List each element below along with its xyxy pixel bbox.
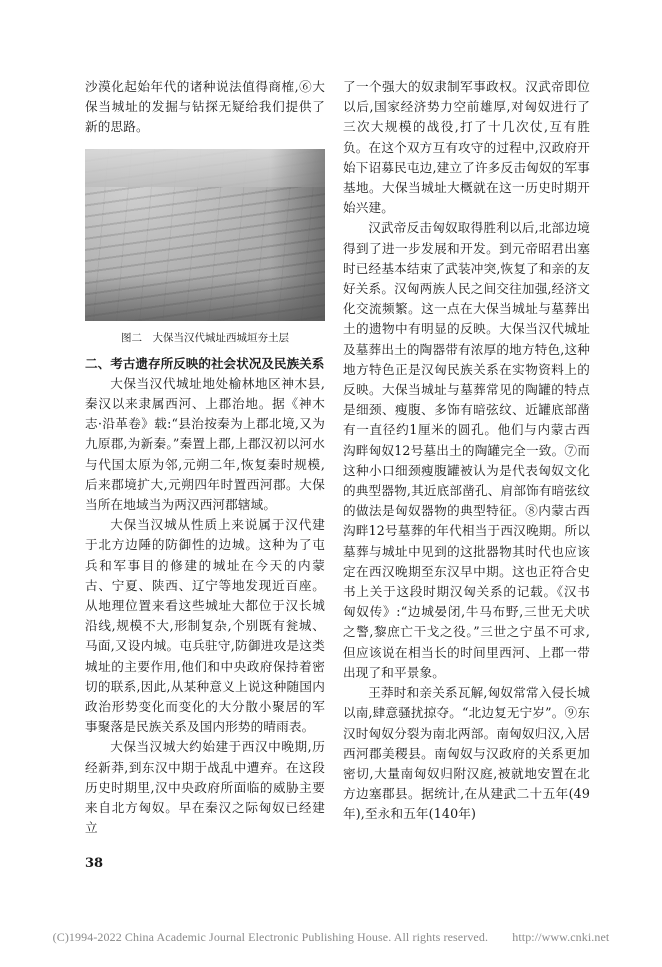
figure-caption: 图二 大保当汉代城址西城垣夯土层 <box>121 331 289 344</box>
paragraph-nature: 大保当汉城从性质上来说属于汉代建于北方边陲的防御性的边城。这种为了屯兵和军事目的修建的城址在今天的内蒙古、宁夏、陕西、辽宁等地发现近百座。从地理位置来看这些城址大都位于汉长城沿线,规模不大,形制复杂,个别既有瓮城、马面,又设内城。屯兵驻守,防御进攻是这类城址的主要作用,他们和中央政府保持着密切的联系,因此,从某种意义上说这种随国内政治形势变化而变化的大分散小聚居的军事聚落是民族关系及国内形势的晴雨表。 <box>85 517 325 735</box>
paragraph-wang-mang: 王莽时和亲关系瓦解,匈奴常常入侵长城以南,肆意骚扰掠夺。“北边复无宁岁”。⑨东汉时匈奴分裂为南北两部。南匈奴归汉,入居西河郡美稷县。南匈奴与汉政府的关系更加密切,大量南匈奴归附汉庭,被就地安置在北方边塞郡县。据统计,在从建武二十五年(49年),至永和五年(140年) <box>343 685 590 822</box>
paragraph-intro: 沙漠化起始年代的诸种说法值得商榷,⑥大保当城址的发掘与钻探无疑给我们提供了新的思路。 <box>85 79 325 135</box>
figure-photo-city-wall <box>85 149 325 321</box>
paragraph-history: 大保当汉城大约始建于西汉中晚期,历经新莽,到东汉中期于战乱中遭弃。在这段历史时期里,汉中央政府所面临的威胁主要来自北方匈奴。早在秦汉之际匈奴已经建立 <box>85 739 325 836</box>
photo-shade-bottom <box>85 275 325 321</box>
paragraph-continuation: 了一个强大的奴隶制军事政权。汉武帝即位以后,国家经济势力空前雄厚,对匈奴进行了三次大规模的战役,打了十几次仗,互有胜负。在这个双方互有攻守的过程中,汉政府开始下诏募民屯边,建立了许多反击匈奴的军事基地。大保当城址大概就在这一历史时期开始兴建。 <box>343 79 590 216</box>
section-heading: 二、考古遗存所反映的社会状况及民族关系 <box>85 355 325 371</box>
copyright-footer: (C)1994-2022 China Academic Journal Electronic Publishing House. All rights reserved. http://www.cnki.net <box>52 930 610 944</box>
right-column <box>343 77 590 825</box>
page-number: 38 <box>85 856 104 871</box>
left-column <box>85 77 325 838</box>
paragraph-location: 大保当汉代城址地处榆林地区神木县,秦汉以来隶属西河、上郡治地。据《神木志·沿革卷》载:“县治按秦为上郡北境,又为九原郡,为新秦。”秦置上郡,上郡汉初以河水与代国太原为邻,元朔二年,恢复秦时规模,后来郡境扩大,元朔四年时置西河郡。大保当所在地域当为两汉西河郡辖域。 <box>85 375 325 513</box>
paragraph-han-xiongnu: 汉武帝反击匈奴取得胜利以后,北部边境得到了进一步发展和开发。到元帝昭君出塞时已经基本结束了武装冲突,恢复了和亲的友好关系。汉匈两族人民之间交往加强,经济文化交流频繁。这一点在大保当城址与墓葬出土的遗物中有明显的反映。大保当汉代城址及墓葬出土的陶器带有浓厚的地方特色,这种地方特色正是汉匈民族关系在实物资料上的反映。大保当城址与墓葬常见的陶罐的特点是细颈、瘦腹、多饰有暗弦纹、近罐底部凿有一直径约1厘米的圆孔。他们与内蒙古西沟畔匈奴12号墓出土的陶罐完全一致。⑦而这种小口细颈瘦腹罐被认为是代表匈奴文化的典型器物,其近底部凿孔、肩部饰有暗弦纹的做法是匈奴器物的典型特征。⑧内蒙古西沟畔12号墓葬的年代相当于西汉晚期。所以墓葬与城址中见到的这批器物其时代也应该定在西汉晚期至东汉早中期。这也正符合史书上关于这段时期汉匈关系的记载。《汉书匈奴传》:“边城晏闭,牛马布野,三世无犬吠之警,黎庶亡干戈之役。”三世之宁虽不可求,但应该说在相当长的时间里西河、上郡一带出现了和平景象。 <box>343 220 590 680</box>
